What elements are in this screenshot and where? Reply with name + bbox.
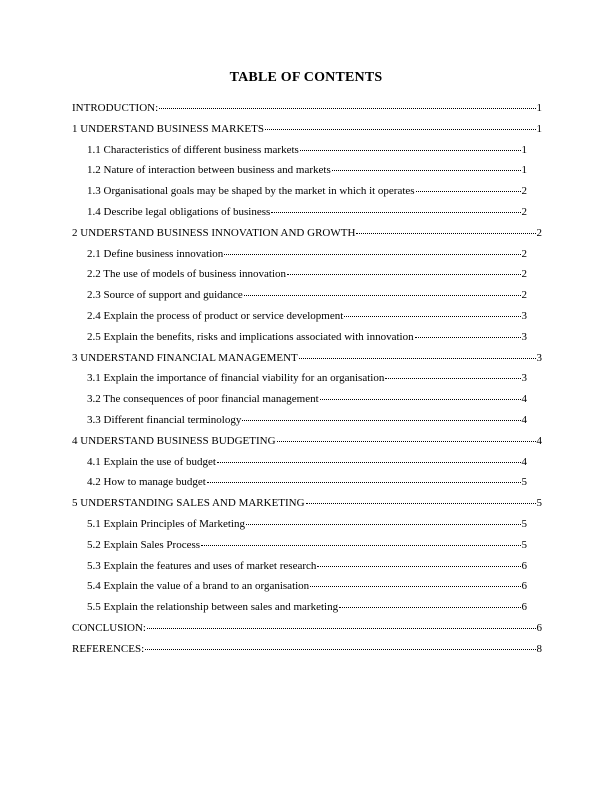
toc-entry-label: INTRODUCTION: — [72, 102, 159, 114]
toc-entry[interactable] — [72, 472, 527, 493]
toc-entry-page-number: 2 — [536, 226, 542, 239]
toc-entry-page-number: 4 — [521, 413, 527, 426]
dot-leader — [217, 454, 521, 463]
toc-entry-label: 4 UNDERSTAND BUSINESS BUDGETING — [72, 434, 276, 447]
toc-entry[interactable] — [72, 244, 527, 265]
dot-leader — [159, 100, 535, 109]
dot-leader — [317, 558, 520, 567]
toc-entry[interactable] — [72, 348, 542, 369]
toc-entry[interactable] — [72, 618, 542, 639]
toc-entry-label: CONCLUSION: — [72, 621, 146, 634]
toc-entry-label: 4.1 Explain the use of budget — [87, 455, 216, 468]
toc-entry-page-number: 4 — [536, 434, 542, 447]
dot-leader — [306, 495, 536, 504]
dot-leader — [265, 121, 536, 130]
toc-entry[interactable] — [72, 576, 527, 597]
dot-leader — [385, 370, 520, 379]
dot-leader — [415, 329, 521, 338]
dot-leader — [332, 162, 521, 171]
toc-entry-label: 5 UNDERSTANDING SALES AND MARKETING — [72, 497, 305, 510]
toc-entry-label: 2.5 Explain the benefits, risks and implications associated with innovation — [87, 330, 414, 343]
toc-entry-page-number: 4 — [521, 393, 527, 406]
dot-leader — [356, 225, 535, 234]
toc-entry[interactable] — [72, 285, 527, 306]
dot-leader — [416, 183, 521, 192]
dot-leader — [300, 142, 521, 151]
toc-entry[interactable] — [72, 264, 527, 285]
toc-entry[interactable] — [72, 556, 527, 577]
toc-entry-label: 2.2 The use of models of business innovation — [87, 268, 286, 281]
toc-entry-label: 2 UNDERSTAND BUSINESS INNOVATION AND GROWTH — [72, 226, 356, 239]
page-title: TABLE OF CONTENTS — [229, 70, 383, 85]
toc-entry-label: 2.4 Explain the process of product or service development — [87, 309, 344, 322]
toc-entry-page-number: 3 — [521, 330, 527, 343]
toc-entry-page-number: 8 — [536, 642, 542, 655]
toc-entry-label: 1.2 Nature of interaction between business and markets — [87, 164, 331, 177]
toc-entry-page-number: 2 — [521, 185, 527, 198]
toc-entry[interactable] — [72, 597, 527, 618]
toc-entry[interactable] — [72, 98, 542, 119]
dot-leader — [244, 287, 521, 296]
toc-entry-page-number: 2 — [521, 289, 527, 302]
toc-entry[interactable] — [72, 452, 527, 473]
toc-entry[interactable] — [72, 493, 542, 514]
toc-entry-label: 1 UNDERSTAND BUSINESS MARKETS — [72, 122, 264, 135]
toc-entry[interactable] — [72, 306, 527, 327]
table-of-contents — [72, 98, 542, 660]
toc-entry[interactable] — [72, 514, 527, 535]
toc-entry-page-number: 6 — [521, 559, 527, 572]
dot-leader — [277, 433, 536, 442]
toc-entry-label: 4.2 How to manage budget — [87, 476, 206, 489]
toc-entry[interactable] — [72, 327, 527, 348]
dot-leader — [207, 474, 521, 483]
dot-leader — [299, 350, 536, 359]
toc-entry-page-number: 5 — [536, 497, 542, 510]
toc-entry-page-number: 1 — [521, 143, 527, 156]
toc-entry-label: 3.1 Explain the importance of financial viability for an organisation — [87, 372, 385, 385]
dot-leader — [287, 266, 521, 275]
toc-entry[interactable] — [72, 223, 542, 244]
toc-entry[interactable] — [72, 140, 527, 161]
toc-entry-label: 1.1 Characteristics of different business markets — [87, 143, 299, 156]
toc-entry-label: 3 UNDERSTAND FINANCIAL MANAGEMENT — [72, 351, 298, 364]
dot-leader — [224, 246, 520, 255]
toc-entry[interactable] — [72, 389, 527, 410]
toc-entry-page-number: 6 — [536, 621, 542, 634]
toc-entry-page-number: 1 — [536, 122, 542, 135]
toc-entry[interactable] — [72, 181, 527, 202]
dot-leader — [339, 599, 520, 608]
toc-entry-label: 1.4 Describe legal obligations of business — [87, 205, 271, 218]
toc-entry[interactable] — [72, 160, 527, 181]
dot-leader — [145, 641, 535, 650]
toc-entry-page-number: 6 — [521, 580, 527, 593]
toc-entry-label: 5.1 Explain Principles of Marketing — [87, 517, 245, 530]
toc-entry[interactable] — [72, 431, 542, 452]
toc-entry[interactable] — [72, 639, 542, 660]
dot-leader — [242, 412, 520, 421]
toc-entry-label: 5.2 Explain Sales Process — [87, 538, 201, 551]
toc-entry[interactable] — [72, 410, 527, 431]
toc-entry-label: 2.3 Source of support and guidance — [87, 289, 243, 302]
dot-leader — [147, 620, 536, 629]
toc-entry-page-number: 2 — [521, 205, 527, 218]
dot-leader — [310, 578, 520, 587]
toc-entry-page-number: 1 — [521, 164, 527, 177]
toc-entry-label: 1.3 Organisational goals may be shaped by the market in which it operates — [87, 185, 415, 198]
toc-entry-page-number: 3 — [521, 309, 527, 322]
toc-entry-page-number: 4 — [521, 455, 527, 468]
toc-entry-label: 3.2 The consequences of poor financial management — [87, 393, 319, 406]
dot-leader — [201, 537, 520, 546]
toc-entry-label: 5.3 Explain the features and uses of market research — [87, 559, 317, 572]
toc-entry[interactable] — [72, 535, 527, 556]
toc-entry-label: 2.1 Define business innovation — [87, 247, 224, 260]
toc-entry-page-number: 5 — [521, 538, 527, 551]
toc-entry[interactable] — [72, 119, 542, 140]
toc-entry-label: REFERENCES: — [72, 642, 145, 655]
toc-entry-label: 3.3 Different financial terminology — [87, 413, 242, 426]
dot-leader — [271, 204, 520, 213]
toc-entry[interactable] — [72, 368, 527, 389]
dot-leader — [320, 391, 521, 400]
toc-entry-page-number: 6 — [521, 601, 527, 614]
toc-entry-page-number: 1 — [536, 102, 542, 114]
dot-leader — [344, 308, 520, 317]
toc-entry-label: 5.5 Explain the relationship between sales and marketing — [87, 601, 339, 614]
toc-entry-page-number: 2 — [521, 247, 527, 260]
toc-entry-page-number: 2 — [521, 268, 527, 281]
dot-leader — [246, 516, 521, 525]
toc-entry-page-number: 3 — [536, 351, 542, 364]
toc-entry[interactable] — [72, 202, 527, 223]
toc-entry-label: 5.4 Explain the value of a brand to an organisation — [87, 580, 310, 593]
toc-entry-page-number: 5 — [521, 476, 527, 489]
toc-entry-page-number: 3 — [521, 372, 527, 385]
toc-entry-page-number: 5 — [521, 517, 527, 530]
